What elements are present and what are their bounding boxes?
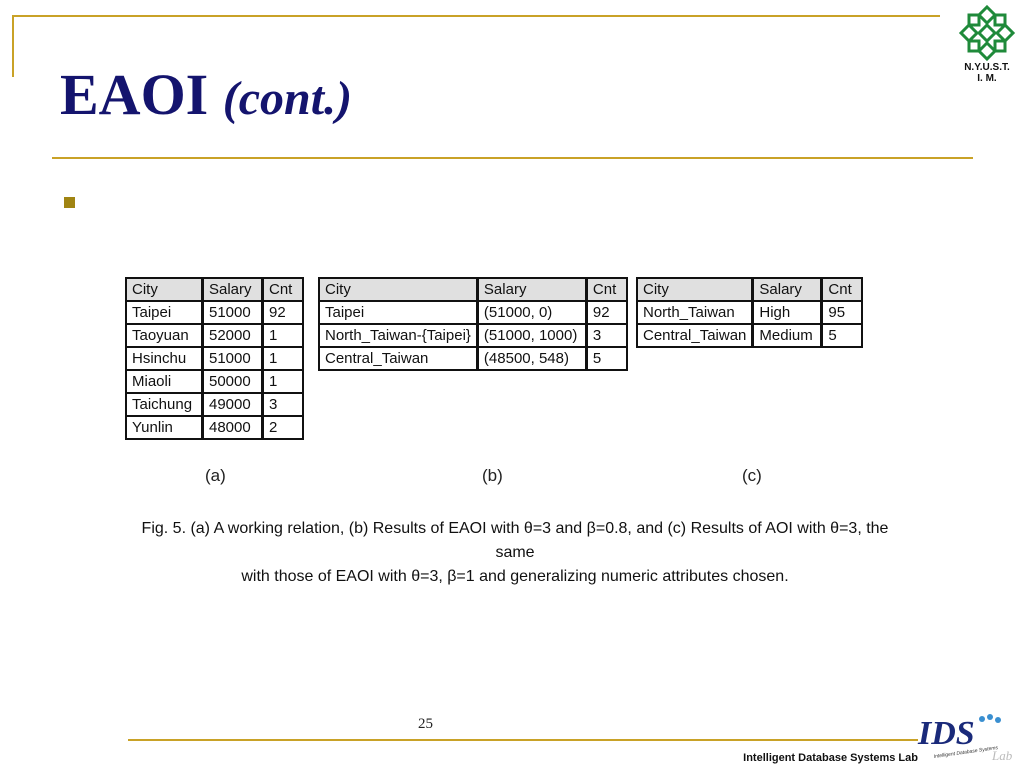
cell-city: Central_Taiwan: [637, 324, 753, 347]
table-row: [319, 301, 627, 324]
cell-salary: Medium: [753, 324, 822, 347]
cell-city: North_Taiwan-{Taipei}: [319, 324, 477, 347]
frame-left-rule: [12, 15, 14, 77]
table-row: [126, 416, 303, 439]
slide-title: [60, 60, 352, 134]
ids-logo-text: IDS: [918, 715, 975, 752]
header-city: City: [319, 278, 477, 301]
ids-logo-subtext: Intelligent Database Systems: [933, 745, 999, 760]
header-salary: Salary: [203, 278, 263, 301]
cell-cnt: 95: [822, 301, 863, 324]
table-row: [126, 324, 303, 347]
cell-city: Central_Taiwan: [319, 347, 477, 370]
ids-logo-lab: Lab: [992, 748, 1013, 763]
table-row: [637, 301, 862, 324]
table-header-row: [637, 278, 862, 301]
table-c-label: (c): [742, 466, 762, 485]
caption-line-2: with those of EAOI with θ=3, β=1 and generalizing numeric attributes chosen.: [241, 568, 789, 585]
cell-salary: 52000: [203, 324, 263, 347]
cell-city: North_Taiwan: [637, 301, 753, 324]
cell-salary: High: [753, 301, 822, 324]
logo-text-line2: I. M.: [977, 73, 997, 84]
cell-cnt: 92: [263, 301, 304, 324]
cell-salary: 51000: [203, 301, 263, 324]
footer-lab-name: Intelligent Database Systems Lab: [743, 752, 918, 764]
header-city: City: [637, 278, 753, 301]
header-cnt: Cnt: [263, 278, 304, 301]
table-header-row: [126, 278, 303, 301]
cell-cnt: 5: [586, 347, 627, 370]
logo-text-line1: N.Y.U.S.T.: [964, 62, 1010, 73]
cell-salary: (51000, 1000): [477, 324, 586, 347]
footer-rule: [128, 739, 918, 741]
ids-lab-logo-icon: [912, 710, 1022, 768]
figure-caption: [120, 517, 910, 589]
cell-city: Miaoli: [126, 370, 203, 393]
cell-city: Yunlin: [126, 416, 203, 439]
cell-salary: 51000: [203, 347, 263, 370]
header-cnt: Cnt: [822, 278, 863, 301]
table-row: [126, 370, 303, 393]
cell-salary: (48500, 548): [477, 347, 586, 370]
table-row: [637, 324, 862, 347]
header-salary: Salary: [753, 278, 822, 301]
table-b: [318, 277, 628, 371]
table-row: [126, 301, 303, 324]
cell-cnt: 5: [822, 324, 863, 347]
nyust-logo: [956, 4, 1018, 88]
table-a: [125, 277, 304, 440]
cell-cnt: 3: [263, 393, 304, 416]
cell-cnt: 2: [263, 416, 304, 439]
title-main: EAOI: [60, 62, 209, 127]
cell-city: Taipei: [126, 301, 203, 324]
table-header-row: [319, 278, 627, 301]
table-row: [319, 347, 627, 370]
cell-salary: (51000, 0): [477, 301, 586, 324]
page-number: 25: [418, 716, 433, 732]
table-a-label: (a): [205, 466, 226, 485]
cell-cnt: 1: [263, 347, 304, 370]
table-row: [126, 393, 303, 416]
caption-line-1: Fig. 5. (a) A working relation, (b) Results of EAOI with θ=3 and β=0.8, and (c) Results of AOI with θ=3, the same: [141, 520, 889, 561]
title-italic: (cont.): [222, 72, 353, 125]
title-rule: [52, 157, 973, 159]
cell-city: Taoyuan: [126, 324, 203, 347]
cell-salary: 50000: [203, 370, 263, 393]
frame-top-rule: [12, 15, 940, 17]
cell-city: Hsinchu: [126, 347, 203, 370]
nyust-logo-icon: [958, 4, 1016, 62]
table-row: [319, 324, 627, 347]
table-row: [126, 347, 303, 370]
cell-salary: 48000: [203, 416, 263, 439]
header-city: City: [126, 278, 203, 301]
table-c: [636, 277, 863, 348]
cell-cnt: 1: [263, 370, 304, 393]
cell-cnt: 3: [586, 324, 627, 347]
square-bullet-icon: [64, 197, 75, 208]
table-b-label: (b): [482, 466, 503, 485]
cell-salary: 49000: [203, 393, 263, 416]
header-cnt: Cnt: [586, 278, 627, 301]
header-salary: Salary: [477, 278, 586, 301]
cell-cnt: 1: [263, 324, 304, 347]
cell-city: Taichung: [126, 393, 203, 416]
cell-city: Taipei: [319, 301, 477, 324]
cell-cnt: 92: [586, 301, 627, 324]
